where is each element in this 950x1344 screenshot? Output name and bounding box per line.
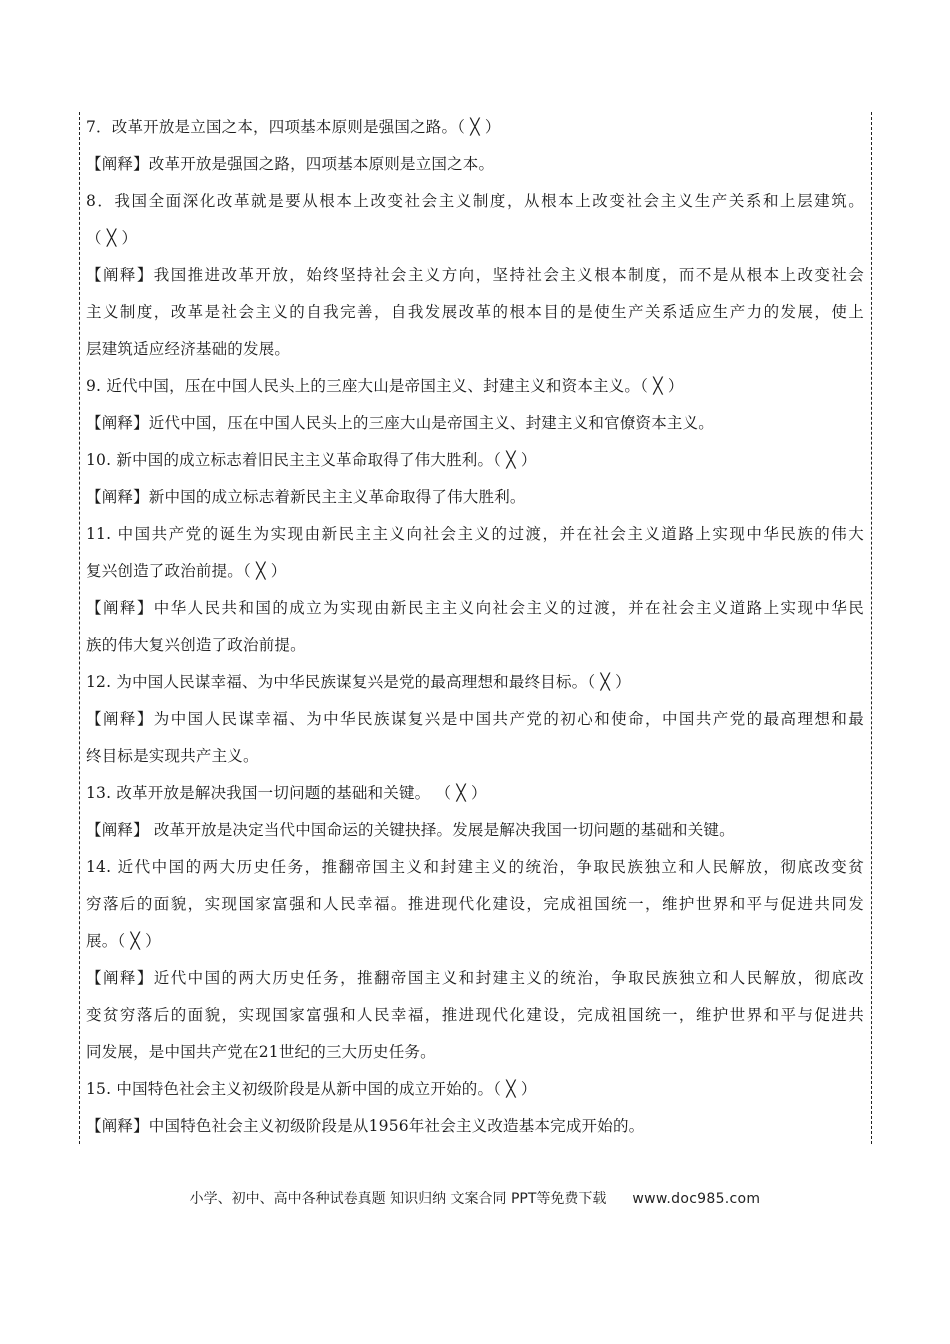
content-area — [86, 109, 864, 1145]
q15-statement: 15. 中国特色社会主义初级阶段是从新中国的成立开始的。（ ╳ ） — [86, 1080, 537, 1098]
q11-statement: 11. 中国共产党的诞生为实现由新民主主义向社会主义的过渡，并在社会主义道路上实现中华民族的伟大 — [86, 525, 864, 543]
q13-statement: 13. 改革开放是解决我国一切问题的基础和关键。 （ ╳ ） — [86, 784, 487, 802]
q12-explanation: 【阐释】为中国人民谋幸福、为中华民族谋复兴是中国共产党的初心和使命，中国共产党的最高理想和最 — [86, 710, 864, 728]
footer-text: 小学、初中、高中各种试卷真题 知识归纳 文案合同 PPT等免费下载 — [189, 1191, 607, 1207]
q14-statement: 14. 近代中国的两大历史任务，推翻帝国主义和封建主义的统治，争取民族独立和人民解放，彻底改变贫 — [86, 858, 864, 876]
q14-statement-end: 展。（ ╳ ） — [86, 932, 161, 950]
q14-explanation-cont: 变贫穷落后的面貌，实现国家富强和人民幸福，推进现代化建设，完成祖国统一，维护世界和平与促进共 — [86, 1006, 864, 1024]
q10-explanation: 【阐释】新中国的成立标志着新民主主义革命取得了伟大胜利。 — [86, 488, 526, 506]
q8-explanation-end: 层建筑适应经济基础的发展。 — [86, 340, 291, 358]
q9-explanation: 【阐释】近代中国，压在中国人民头上的三座大山是帝国主义、封建主义和官僚资本主义。 — [86, 414, 715, 432]
q11-explanation: 【阐释】中华人民共和国的成立为实现由新民主主义向社会主义的过渡，并在社会主义道路上实现中华民 — [86, 599, 864, 617]
q8-explanation: 【阐释】我国推进改革开放，始终坚持社会主义方向，坚持社会主义根本制度，而不是从根本上改变社会 — [86, 266, 864, 284]
page-footer — [0, 1188, 950, 1208]
q12-statement: 12. 为中国人民谋幸福、为中华民族谋复兴是党的最高理想和最终目标。（ ╳ ） — [86, 673, 631, 691]
q12-explanation-cont: 终目标是实现共产主义。 — [86, 747, 259, 765]
q8-statement-cont: （ ╳ ） — [86, 229, 138, 247]
q14-explanation-end: 同发展，是中国共产党在21世纪的三大历史任务。 — [86, 1043, 436, 1061]
q8-explanation-cont: 主义制度，改革是社会主义的自我完善，自我发展改革的根本目的是使生产关系适应生产力的发展，使上 — [86, 303, 864, 321]
q14-statement-cont: 穷落后的面貌，实现国家富强和人民幸福。推进现代化建设，完成祖国统一，维护世界和平与促进共同发 — [86, 895, 864, 913]
q7-explanation: 【阐释】改革开放是强国之路，四项基本原则是立国之本。 — [86, 155, 495, 173]
q11-statement-cont: 复兴创造了政治前提。（ ╳ ） — [86, 562, 287, 580]
q10-statement: 10. 新中国的成立标志着旧民主主义革命取得了伟大胜利。（ ╳ ） — [86, 451, 537, 469]
right-dashed-border — [871, 112, 872, 1144]
q13-explanation: 【阐释】 改革开放是决定当代中国命运的关键抉择。发展是解决我国一切问题的基础和关键。 — [86, 821, 735, 839]
footer-site-link[interactable]: www.doc985.com — [632, 1191, 761, 1207]
left-dashed-border — [79, 112, 80, 1144]
q14-explanation: 【阐释】近代中国的两大历史任务，推翻帝国主义和封建主义的统治，争取民族独立和人民解放，彻底改 — [86, 969, 864, 987]
q15-explanation: 【阐释】中国特色社会主义初级阶段是从1956年社会主义改造基本完成开始的。 — [86, 1117, 645, 1135]
q11-explanation-cont: 族的伟大复兴创造了政治前提。 — [86, 636, 306, 654]
q8-statement: 8．我国全面深化改革就是要从根本上改变社会主义制度，从根本上改变社会主义生产关系和上层建筑。 — [86, 192, 864, 210]
q7-statement: 7．改革开放是立国之本，四项基本原则是强国之路。（ ╳ ） — [86, 118, 501, 136]
q9-statement: 9. 近代中国，压在中国人民头上的三座大山是帝国主义、封建主义和资本主义。（ ╳ ） — [86, 377, 684, 395]
